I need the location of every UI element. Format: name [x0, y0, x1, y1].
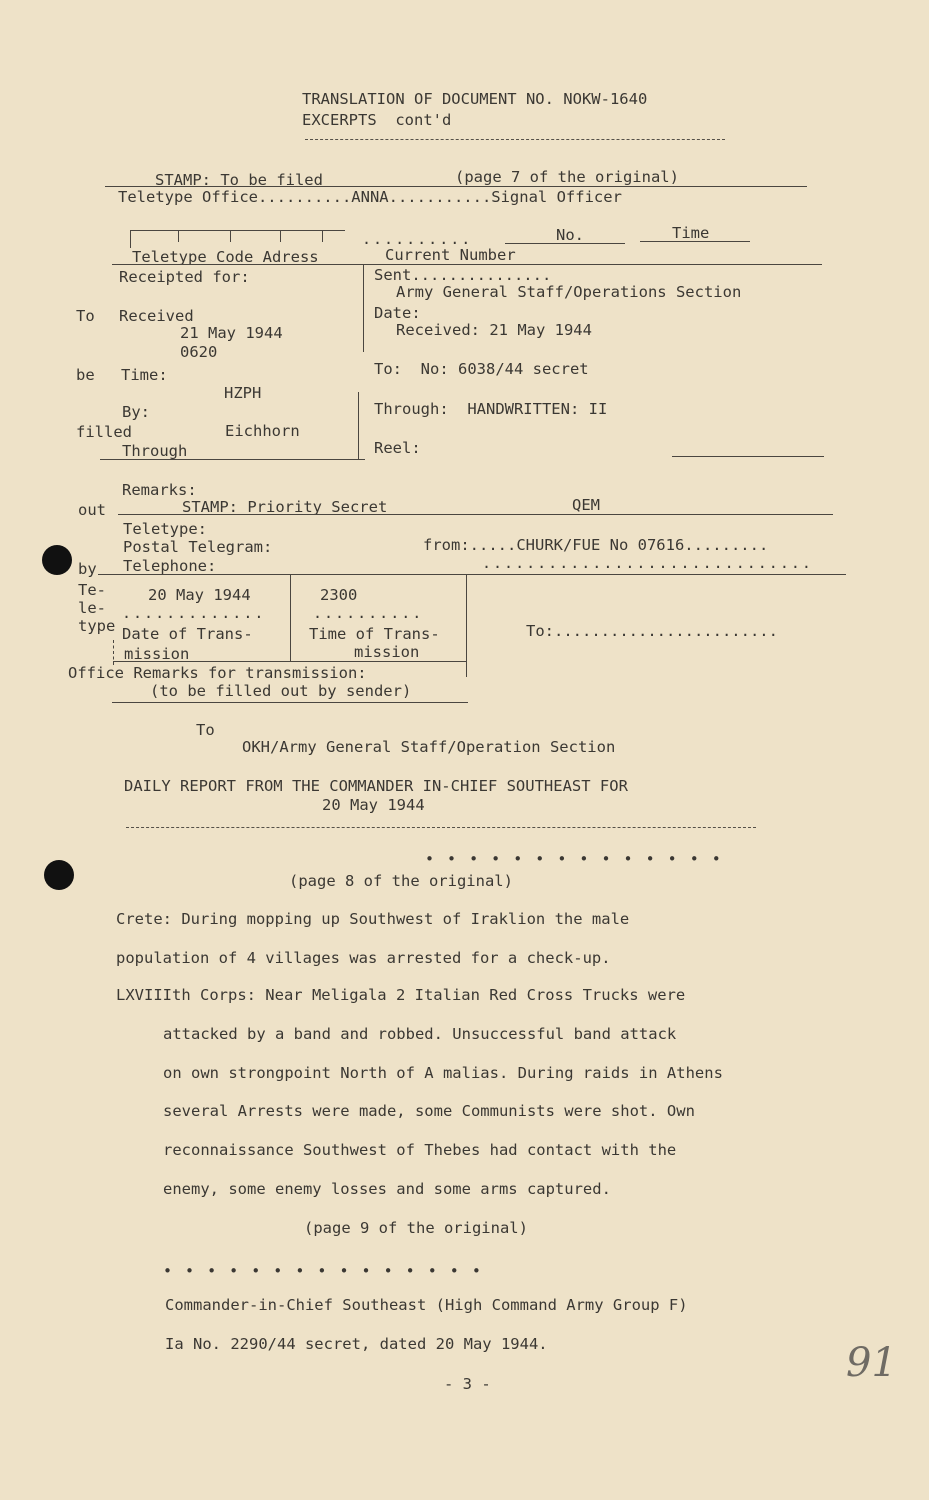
corps-line-1: LXVIIIth Corps: Near Meligala 2 Italian Red Cross Trucks were: [116, 986, 686, 1004]
code-box-top: [130, 230, 345, 231]
margin-filled: filled: [76, 423, 132, 441]
punch-hole-upper: [42, 545, 72, 575]
stamp-page-ref: (page 7 of the original): [455, 168, 679, 186]
page9-dots: • • • • • • • • • • • • • • •: [163, 1262, 483, 1280]
no-label: No.: [556, 226, 584, 244]
addressee-to: To: [196, 721, 215, 739]
punch-hole-lower: [44, 860, 74, 890]
corps-line-4: several Arrests were made, some Communists were shot. Own: [163, 1102, 695, 1120]
teletype-label: Teletype:: [123, 520, 207, 538]
transmission-top-rule: [98, 574, 846, 575]
no-underline: [505, 243, 625, 244]
date-dots: .............: [122, 604, 266, 622]
routing-divider: [363, 264, 364, 352]
margin-handwritten-number: 91: [846, 1340, 897, 1386]
through-label: Through: [122, 442, 188, 460]
telephone-label: Telephone:: [123, 557, 217, 575]
office-remarks: Office Remarks for transmission:: [68, 664, 367, 682]
reel-label: Reel:: [374, 439, 421, 457]
sent-label: Sent...............: [374, 266, 552, 284]
code-box-tick-2: [178, 230, 179, 242]
current-number-label: Current Number: [385, 246, 516, 264]
received-label: Received: [119, 307, 194, 325]
remarks-label: Remarks:: [122, 481, 197, 499]
code-box-tick-4: [280, 230, 281, 242]
time-field-label: Time:: [121, 366, 168, 384]
page-9-ref: (page 9 of the original): [304, 1219, 528, 1237]
margin-le: le-: [78, 599, 106, 617]
received-day: 21 May 1944: [180, 324, 283, 342]
eichhorn: Eichhorn: [225, 422, 300, 440]
time-of-trans-label: Time of Trans-: [309, 625, 440, 643]
transmission-mid-rule: [113, 661, 466, 662]
code-box-tick-3: [230, 230, 231, 242]
received-date: Received: 21 May 1944: [396, 321, 592, 339]
date-label: Date:: [374, 304, 421, 322]
code-box-tick-1: [130, 230, 131, 248]
corps-line-3: on own strongpoint North of A malias. During raids in Athens: [163, 1064, 723, 1082]
report-title-line-1: DAILY REPORT FROM THE COMMANDER IN-CHIEF SOUTHEAST FOR: [124, 777, 628, 795]
routing-divider-lower: [358, 392, 359, 460]
margin-type: type: [78, 617, 116, 635]
code-address-label: Teletype Code Adress: [132, 248, 319, 266]
page8-dots: • • • • • • • • • • • • • •: [425, 850, 723, 868]
to-dots-line: To:........................: [526, 622, 778, 640]
qem: QEM: [572, 496, 600, 514]
code-dots: ..........: [362, 230, 473, 248]
received-time: 0620: [180, 343, 218, 361]
corps-line-5: reconnaissance Southwest of Thebes had contact with the: [163, 1141, 677, 1159]
addressee-okh: OKH/Army General Staff/Operation Section: [242, 738, 616, 756]
margin-out: out: [78, 501, 106, 519]
transmission-col-1: [290, 574, 291, 661]
filled-by-sender: (to be filled out by sender): [150, 682, 412, 700]
receipted-for: Receipted for:: [119, 268, 250, 286]
header-divider: [305, 139, 725, 140]
margin-te: Te-: [78, 581, 106, 599]
from-line: from:.....CHURK/FUE No 07616.........: [423, 536, 769, 554]
time-dots: ..........: [313, 604, 424, 622]
time-underline: [640, 241, 750, 242]
corps-line-6: enemy, some enemy losses and some arms captured.: [163, 1180, 611, 1198]
margin-by: by: [78, 560, 97, 578]
routing-top-rule: [112, 264, 822, 265]
reel-underline: [672, 456, 824, 457]
crete-line-1: Crete: During mopping up Southwest of Iraklion the male: [116, 910, 630, 928]
telephone-dots: ..............................: [482, 554, 813, 572]
through-underline: [100, 459, 365, 460]
stamp-filed: STAMP: To be filed: [155, 171, 323, 189]
document-title: TRANSLATION OF DOCUMENT NO. NOKW-1640: [302, 90, 648, 108]
page-8-ref: (page 8 of the original): [289, 872, 513, 890]
code-box-tick-5: [322, 230, 323, 242]
margin-to: To: [76, 307, 95, 325]
crete-line-2: population of 4 villages was arrested for a check-up.: [116, 949, 611, 967]
page-number: - 3 -: [444, 1375, 491, 1393]
stamp-rule: [105, 186, 807, 187]
signature-line-1: Commander-in-Chief Southeast (High Command Army Group F): [165, 1296, 688, 1314]
date-of-trans-label: Date of Trans-: [122, 625, 253, 643]
mission-label-2: mission: [354, 643, 420, 661]
transmission-bottom-rule: [112, 702, 468, 703]
transmission-date: 20 May 1944: [148, 586, 251, 604]
time-label: Time: [672, 224, 710, 242]
by-label: By:: [122, 403, 150, 421]
postal-label: Postal Telegram:: [123, 538, 273, 556]
signature-line-2: Ia No. 2290/44 secret, dated 20 May 1944.: [165, 1335, 548, 1353]
remarks-rule: [118, 514, 833, 515]
mission-label-1: mission: [124, 645, 190, 663]
report-title-line-2: 20 May 1944: [322, 796, 425, 814]
corps-line-2: attacked by a band and robbed. Unsuccessful band attack: [163, 1025, 677, 1043]
margin-be: be: [76, 366, 95, 384]
teletype-office: Teletype Office..........ANNA...........Signal Officer: [118, 188, 622, 206]
report-divider: [126, 827, 756, 828]
stamp-priority: STAMP: Priority Secret: [182, 498, 388, 516]
transmission-time: 2300: [320, 586, 358, 604]
sent-to: Army General Staff/Operations Section: [396, 283, 742, 301]
transmission-col-2: [466, 574, 467, 677]
document-subtitle: EXCERPTS cont'd: [302, 111, 452, 129]
to-number: To: No: 6038/44 secret: [374, 360, 589, 378]
through-handwritten: Through: HANDWRITTEN: II: [374, 400, 608, 418]
hzph: HZPH: [224, 384, 262, 402]
